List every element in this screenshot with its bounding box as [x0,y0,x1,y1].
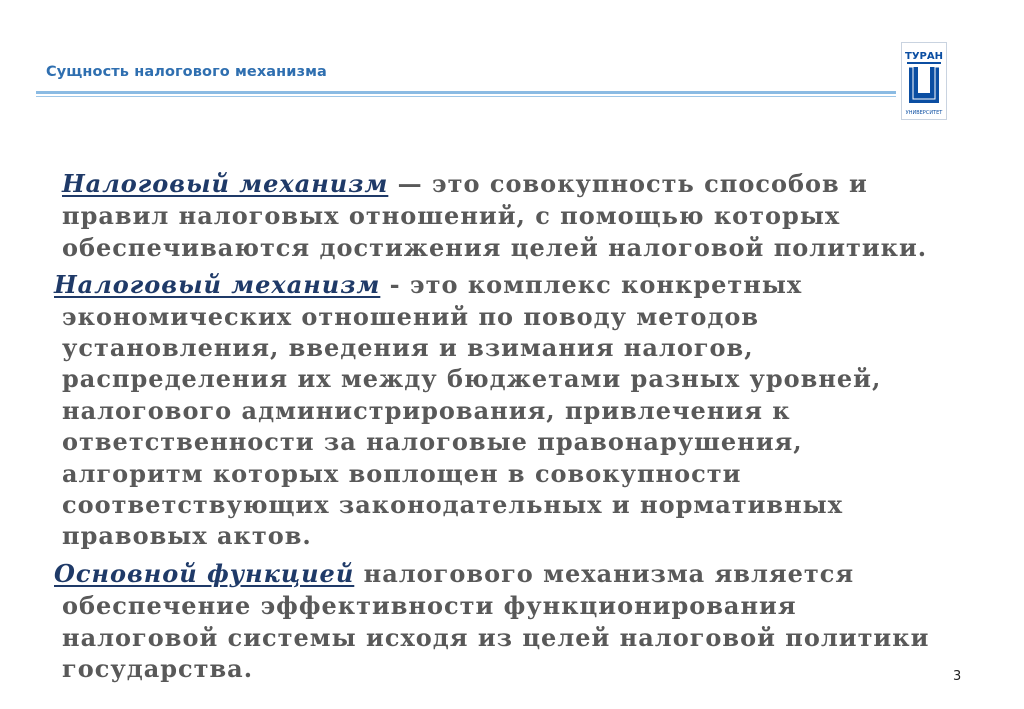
paragraph-2-line-1 [54,271,802,299]
paragraph-2-text: - это комплекс конкретных [380,270,803,299]
paragraph-2-line-3: установления, введения и взимания налогов, [62,333,754,362]
term-tax-mechanism: Налоговый механизм [62,169,389,198]
paragraph-2-line-6: ответственности за налоговые правонарушения, [62,427,803,456]
paragraph-2-line-7: алгоритм которых воплощен в совокупности [62,459,742,488]
paragraph-3-line-1 [54,560,854,588]
paragraph-1-line-3: обеспечиваются достижения целей налоговой политики. [62,233,928,262]
paragraph-2-line-9: правовых актов. [62,521,312,550]
paragraph-1-line-2: правил налоговых отношений, с помощью которых [62,201,841,230]
term-tax-mechanism: Налоговый механизм [54,270,381,299]
paragraph-3-line-4: государства. [62,654,254,683]
paragraph-1-line-1 [62,170,868,198]
term-main-function: Основной функцией [54,559,355,588]
paragraph-2-line-5: налогового администрирования, привлечения к [62,396,791,425]
paragraph-3-line-2: обеспечение эффективности функционирования [62,591,797,620]
slide-title: Сущность налогового механизма [46,64,327,80]
paragraph-1-text: — это совокупность способов и [388,169,868,198]
paragraph-3-line-3: налоговой системы исходя из целей налоговой политики [62,623,930,652]
paragraph-3-text: налогового механизма является [354,559,855,588]
paragraph-2-line-4: распределения их между бюджетами разных уровней, [62,364,882,393]
logo-wordmark: ТУРАН [905,51,943,62]
paragraph-2-line-2: экономических отношений по поводу методов [62,302,760,331]
page-number: 3 [953,669,962,684]
paragraph-2-line-8: соответствующих законодательных и нормативных [62,490,844,519]
logo-subtitle: УНИВЕРСИТЕТ [905,110,943,116]
